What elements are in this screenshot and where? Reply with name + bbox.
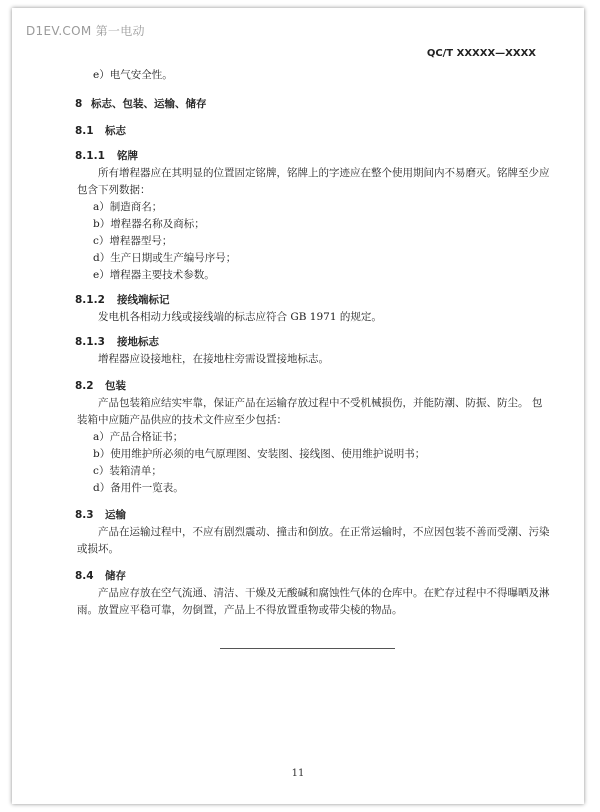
paragraph-line: 或损坏。: [77, 543, 119, 555]
section-title: 标志: [105, 125, 126, 137]
page-number: 11: [291, 768, 305, 779]
section-title: 接线端标记: [117, 294, 170, 306]
section-heading-8-1-1: [75, 148, 555, 165]
list-item: a）产品合格证书；: [93, 431, 184, 443]
section-heading-8-1-2: [75, 292, 555, 309]
section-title: 标志、包装、运输、储存: [91, 98, 207, 110]
standard-code-header: QC/T XXXXX—XXXX: [426, 48, 536, 59]
paragraph-line: 产品应存放在空气流通、清洁、干燥及无酸碱和腐蚀性气体的仓库中。在贮存过程中不得曝晒及淋: [98, 587, 550, 599]
list-item: c）增程器型号；: [93, 235, 173, 247]
list-item: d）备用件一览表。: [93, 482, 184, 494]
section-heading-8-3: [75, 507, 555, 524]
section-title: 运输: [105, 509, 126, 521]
section-title: 铭牌: [117, 150, 138, 162]
list-item: b）增程器名称及商标；: [93, 218, 205, 230]
paragraph-line: 包含下列数据：: [77, 184, 151, 196]
paragraph-line: 装箱中应随产品供应的技术文件应至少包括：: [77, 414, 287, 426]
section-number: 8.1.1: [75, 150, 105, 162]
end-of-document-rule: [220, 648, 395, 649]
list-item: c）装箱清单；: [93, 465, 162, 477]
section-number: 8.1.3: [75, 336, 105, 348]
section-title: 储存: [105, 570, 126, 582]
section-number: 8.1: [75, 125, 94, 137]
list-item: b）使用维护所必须的电气原理图、安装图、接线图、使用维护说明书；: [93, 448, 426, 460]
paragraph-line: 产品在运输过程中，不应有剧烈震动、撞击和倒放。在正常运输时，不应因包装不善而受潮、污染: [98, 526, 550, 538]
section-number: 8: [75, 98, 83, 110]
section-number: 8.4: [75, 570, 94, 582]
section-heading-8: [75, 96, 555, 113]
site-watermark: D1EV.COM 第一电动: [26, 24, 145, 38]
paragraph-line: 雨。放置应平稳可靠，勿倒置，产品上不得放置重物或带尖棱的物品。: [77, 604, 403, 616]
page-content: [75, 67, 555, 619]
paragraph-line: 增程器应设接地柱，在接地柱旁需设置接地标志。: [98, 353, 329, 365]
list-item: e）增程器主要技术参数。: [93, 269, 215, 281]
section-heading-8-4: [75, 568, 555, 585]
section-title: 包装: [105, 380, 126, 392]
list-item: d）生产日期或生产编号序号；: [93, 252, 237, 264]
list-item: e）电气安全性。: [93, 69, 173, 81]
paragraph-line: 产品包装箱应结实牢靠，保证产品在运输存放过程中不受机械损伤，并能防潮、防振、防尘。 包: [98, 397, 543, 409]
section-heading-8-1: [75, 123, 555, 140]
list-item: a）制造商名；: [93, 201, 163, 213]
document-page: [12, 8, 584, 804]
section-number: 8.2: [75, 380, 94, 392]
section-heading-8-1-3: [75, 334, 555, 351]
section-number: 8.3: [75, 509, 94, 521]
paragraph-line: 所有增程器应在其明显的位置固定铭牌，铭牌上的字迹应在整个使用期间内不易磨灭。铭牌至少应: [98, 167, 550, 179]
section-number: 8.1.2: [75, 294, 105, 306]
section-heading-8-2: [75, 378, 555, 395]
section-title: 接地标志: [117, 336, 159, 348]
paragraph-line: 发电机各相动力线或接线端的标志应符合 GB 1971 的规定。: [98, 311, 382, 323]
